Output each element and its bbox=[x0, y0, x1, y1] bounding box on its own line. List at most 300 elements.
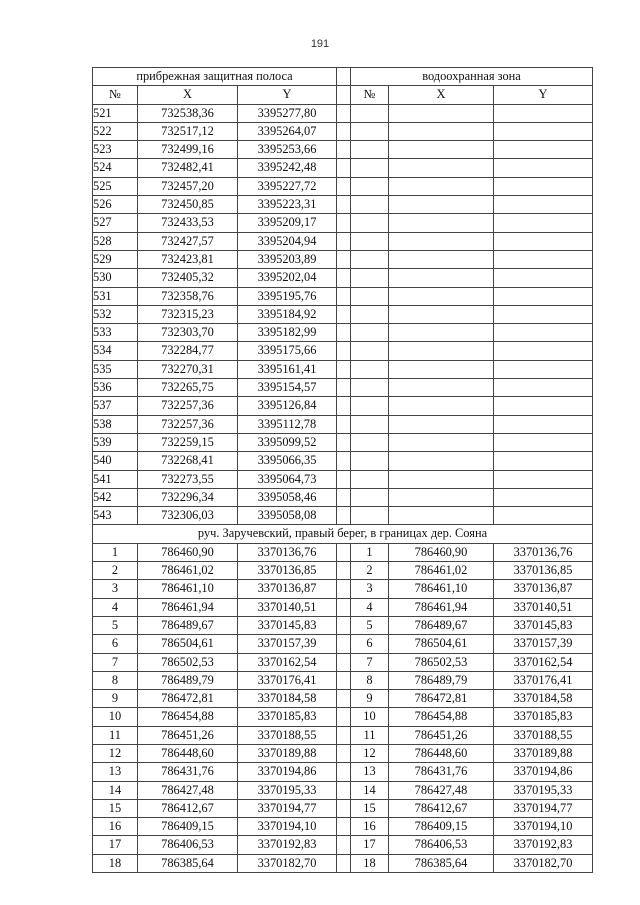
table-row bbox=[93, 726, 593, 744]
y-coordinate: 3395154,57 bbox=[238, 379, 337, 397]
column-gap bbox=[337, 196, 351, 214]
point-number: 3 bbox=[93, 580, 138, 598]
empty-cell bbox=[389, 104, 494, 122]
x-coordinate: 732306,03 bbox=[138, 507, 238, 525]
empty-cell bbox=[351, 214, 389, 232]
point-number: 15 bbox=[351, 799, 389, 817]
x-coordinate: 732257,36 bbox=[138, 415, 238, 433]
table-row bbox=[93, 799, 593, 817]
y-coordinate: 3395202,04 bbox=[238, 269, 337, 287]
y-coordinate: 3370162,54 bbox=[494, 653, 593, 671]
y-coordinate: 3370192,83 bbox=[494, 836, 593, 854]
point-number: 10 bbox=[93, 708, 138, 726]
column-gap bbox=[337, 415, 351, 433]
right-col-no: № bbox=[351, 86, 389, 104]
x-coordinate: 732499,16 bbox=[138, 141, 238, 159]
table-row bbox=[93, 196, 593, 214]
x-coordinate: 786504,61 bbox=[389, 635, 494, 653]
point-number: 16 bbox=[351, 818, 389, 836]
empty-cell bbox=[389, 415, 494, 433]
empty-cell bbox=[351, 141, 389, 159]
y-coordinate: 3370194,86 bbox=[494, 763, 593, 781]
x-coordinate: 732284,77 bbox=[138, 342, 238, 360]
x-coordinate: 786472,81 bbox=[138, 690, 238, 708]
point-number: 541 bbox=[93, 470, 138, 488]
column-gap bbox=[337, 470, 351, 488]
point-number: 5 bbox=[93, 616, 138, 634]
empty-cell bbox=[494, 342, 593, 360]
table-row bbox=[93, 232, 593, 250]
column-gap bbox=[337, 671, 351, 689]
point-number: 521 bbox=[93, 104, 138, 122]
y-coordinate: 3395058,46 bbox=[238, 488, 337, 506]
point-number: 539 bbox=[93, 433, 138, 451]
x-coordinate: 786489,67 bbox=[138, 616, 238, 634]
empty-cell bbox=[389, 196, 494, 214]
column-gap bbox=[337, 269, 351, 287]
point-number: 2 bbox=[351, 562, 389, 580]
x-coordinate: 786472,81 bbox=[389, 690, 494, 708]
x-coordinate: 786461,94 bbox=[389, 598, 494, 616]
column-gap bbox=[337, 452, 351, 470]
y-coordinate: 3370192,83 bbox=[238, 836, 337, 854]
empty-cell bbox=[389, 159, 494, 177]
x-coordinate: 732457,20 bbox=[138, 177, 238, 195]
empty-cell bbox=[494, 122, 593, 140]
y-coordinate: 3370184,58 bbox=[494, 690, 593, 708]
point-number: 12 bbox=[93, 744, 138, 762]
x-coordinate: 786385,64 bbox=[389, 854, 494, 872]
table-row bbox=[93, 379, 593, 397]
x-coordinate: 732259,15 bbox=[138, 433, 238, 451]
empty-cell bbox=[389, 507, 494, 525]
empty-cell bbox=[389, 433, 494, 451]
column-gap bbox=[337, 177, 351, 195]
x-coordinate: 732423,81 bbox=[138, 250, 238, 268]
column-gap bbox=[337, 104, 351, 122]
empty-cell bbox=[494, 196, 593, 214]
y-coordinate: 3395195,76 bbox=[238, 287, 337, 305]
empty-cell bbox=[351, 324, 389, 342]
point-number: 18 bbox=[351, 854, 389, 872]
section-title-row bbox=[93, 525, 593, 543]
table-row bbox=[93, 122, 593, 140]
x-coordinate: 786409,15 bbox=[138, 818, 238, 836]
x-coordinate: 786412,67 bbox=[389, 799, 494, 817]
column-gap bbox=[337, 598, 351, 616]
table-row bbox=[93, 635, 593, 653]
point-number: 538 bbox=[93, 415, 138, 433]
point-number: 8 bbox=[351, 671, 389, 689]
empty-cell bbox=[389, 232, 494, 250]
point-number: 13 bbox=[93, 763, 138, 781]
empty-cell bbox=[351, 196, 389, 214]
x-coordinate: 732273,55 bbox=[138, 470, 238, 488]
x-coordinate: 786406,53 bbox=[389, 836, 494, 854]
empty-cell bbox=[389, 214, 494, 232]
empty-cell bbox=[494, 214, 593, 232]
column-gap bbox=[337, 708, 351, 726]
column-gap bbox=[337, 580, 351, 598]
x-coordinate: 732270,31 bbox=[138, 360, 238, 378]
point-number: 3 bbox=[351, 580, 389, 598]
empty-cell bbox=[494, 287, 593, 305]
x-coordinate: 786461,02 bbox=[138, 562, 238, 580]
y-coordinate: 3370194,77 bbox=[494, 799, 593, 817]
x-coordinate: 732315,23 bbox=[138, 305, 238, 323]
point-number: 542 bbox=[93, 488, 138, 506]
y-coordinate: 3395175,66 bbox=[238, 342, 337, 360]
right-col-y: Y bbox=[494, 86, 593, 104]
point-number: 18 bbox=[93, 854, 138, 872]
y-coordinate: 3370194,10 bbox=[238, 818, 337, 836]
point-number: 5 bbox=[351, 616, 389, 634]
point-number: 16 bbox=[93, 818, 138, 836]
column-gap bbox=[337, 159, 351, 177]
column-gap bbox=[337, 122, 351, 140]
y-coordinate: 3395242,48 bbox=[238, 159, 337, 177]
column-gap bbox=[337, 507, 351, 525]
point-number: 536 bbox=[93, 379, 138, 397]
point-number: 525 bbox=[93, 177, 138, 195]
point-number: 2 bbox=[93, 562, 138, 580]
empty-cell bbox=[389, 360, 494, 378]
empty-cell bbox=[494, 269, 593, 287]
y-coordinate: 3370194,10 bbox=[494, 818, 593, 836]
column-gap bbox=[337, 744, 351, 762]
empty-cell bbox=[494, 415, 593, 433]
table-row bbox=[93, 177, 593, 195]
column-gap bbox=[337, 379, 351, 397]
y-coordinate: 3370185,83 bbox=[238, 708, 337, 726]
y-coordinate: 3370136,85 bbox=[494, 562, 593, 580]
point-number: 540 bbox=[93, 452, 138, 470]
empty-cell bbox=[494, 360, 593, 378]
point-number: 6 bbox=[351, 635, 389, 653]
table-row bbox=[93, 470, 593, 488]
empty-cell bbox=[351, 452, 389, 470]
x-coordinate: 732482,41 bbox=[138, 159, 238, 177]
right-col-x: X bbox=[389, 86, 494, 104]
y-coordinate: 3370195,33 bbox=[238, 781, 337, 799]
empty-cell bbox=[389, 250, 494, 268]
x-coordinate: 732358,76 bbox=[138, 287, 238, 305]
point-number: 8 bbox=[93, 671, 138, 689]
x-coordinate: 732427,57 bbox=[138, 232, 238, 250]
table-row bbox=[93, 854, 593, 872]
y-coordinate: 3370185,83 bbox=[494, 708, 593, 726]
column-gap bbox=[337, 397, 351, 415]
x-coordinate: 786489,67 bbox=[389, 616, 494, 634]
empty-cell bbox=[351, 397, 389, 415]
column-gap bbox=[337, 818, 351, 836]
point-number: 532 bbox=[93, 305, 138, 323]
y-coordinate: 3395253,66 bbox=[238, 141, 337, 159]
table-row bbox=[93, 818, 593, 836]
empty-cell bbox=[351, 488, 389, 506]
column-gap bbox=[337, 726, 351, 744]
empty-cell bbox=[494, 379, 593, 397]
point-number: 7 bbox=[351, 653, 389, 671]
empty-cell bbox=[351, 470, 389, 488]
point-number: 1 bbox=[93, 543, 138, 561]
table-row bbox=[93, 250, 593, 268]
table-row bbox=[93, 836, 593, 854]
y-coordinate: 3370189,88 bbox=[238, 744, 337, 762]
x-coordinate: 786431,76 bbox=[389, 763, 494, 781]
table-row bbox=[93, 580, 593, 598]
y-coordinate: 3395277,80 bbox=[238, 104, 337, 122]
column-gap bbox=[337, 562, 351, 580]
empty-cell bbox=[494, 141, 593, 159]
empty-cell bbox=[389, 488, 494, 506]
y-coordinate: 3370182,70 bbox=[494, 854, 593, 872]
point-number: 4 bbox=[93, 598, 138, 616]
empty-cell bbox=[494, 507, 593, 525]
y-coordinate: 3395203,89 bbox=[238, 250, 337, 268]
y-coordinate: 3395223,31 bbox=[238, 196, 337, 214]
y-coordinate: 3370145,83 bbox=[494, 616, 593, 634]
y-coordinate: 3395161,41 bbox=[238, 360, 337, 378]
table-row bbox=[93, 360, 593, 378]
point-number: 11 bbox=[93, 726, 138, 744]
y-coordinate: 3395227,72 bbox=[238, 177, 337, 195]
y-coordinate: 3370157,39 bbox=[494, 635, 593, 653]
column-gap bbox=[337, 690, 351, 708]
point-number: 15 bbox=[93, 799, 138, 817]
y-coordinate: 3370194,77 bbox=[238, 799, 337, 817]
table-row bbox=[93, 598, 593, 616]
y-coordinate: 3370194,86 bbox=[238, 763, 337, 781]
table-row bbox=[93, 433, 593, 451]
point-number: 543 bbox=[93, 507, 138, 525]
empty-cell bbox=[351, 104, 389, 122]
point-number: 6 bbox=[93, 635, 138, 653]
x-coordinate: 786409,15 bbox=[389, 818, 494, 836]
point-number: 9 bbox=[351, 690, 389, 708]
empty-cell bbox=[389, 452, 494, 470]
point-number: 17 bbox=[93, 836, 138, 854]
empty-cell bbox=[494, 104, 593, 122]
empty-cell bbox=[351, 269, 389, 287]
column-gap bbox=[337, 543, 351, 561]
empty-cell bbox=[494, 232, 593, 250]
table-row bbox=[93, 690, 593, 708]
point-number: 537 bbox=[93, 397, 138, 415]
y-coordinate: 3370140,51 bbox=[238, 598, 337, 616]
table-row bbox=[93, 616, 593, 634]
x-coordinate: 786460,90 bbox=[138, 543, 238, 561]
empty-cell bbox=[494, 159, 593, 177]
y-coordinate: 3395264,07 bbox=[238, 122, 337, 140]
empty-cell bbox=[351, 122, 389, 140]
y-coordinate: 3370184,58 bbox=[238, 690, 337, 708]
x-coordinate: 786385,64 bbox=[138, 854, 238, 872]
empty-cell bbox=[494, 470, 593, 488]
y-coordinate: 3370136,87 bbox=[494, 580, 593, 598]
table-row bbox=[93, 415, 593, 433]
y-coordinate: 3395099,52 bbox=[238, 433, 337, 451]
x-coordinate: 732268,41 bbox=[138, 452, 238, 470]
x-coordinate: 786454,88 bbox=[138, 708, 238, 726]
y-coordinate: 3370136,85 bbox=[238, 562, 337, 580]
table-row bbox=[93, 543, 593, 561]
empty-cell bbox=[389, 379, 494, 397]
column-gap bbox=[337, 305, 351, 323]
empty-cell bbox=[351, 159, 389, 177]
empty-cell bbox=[351, 360, 389, 378]
y-coordinate: 3370136,76 bbox=[238, 543, 337, 561]
y-coordinate: 3370182,70 bbox=[238, 854, 337, 872]
x-coordinate: 786448,60 bbox=[389, 744, 494, 762]
column-gap bbox=[337, 250, 351, 268]
x-coordinate: 732257,36 bbox=[138, 397, 238, 415]
empty-cell bbox=[389, 122, 494, 140]
table-row bbox=[93, 287, 593, 305]
point-number: 524 bbox=[93, 159, 138, 177]
y-coordinate: 3370140,51 bbox=[494, 598, 593, 616]
y-coordinate: 3395064,73 bbox=[238, 470, 337, 488]
point-number: 1 bbox=[351, 543, 389, 561]
header-columns-row bbox=[93, 86, 593, 104]
x-coordinate: 786461,94 bbox=[138, 598, 238, 616]
x-coordinate: 786502,53 bbox=[389, 653, 494, 671]
coordinates-table bbox=[92, 67, 593, 873]
empty-cell bbox=[351, 507, 389, 525]
x-coordinate: 786461,10 bbox=[138, 580, 238, 598]
y-coordinate: 3370195,33 bbox=[494, 781, 593, 799]
point-number: 533 bbox=[93, 324, 138, 342]
point-number: 4 bbox=[351, 598, 389, 616]
left-col-y: Y bbox=[238, 86, 337, 104]
empty-cell bbox=[351, 232, 389, 250]
empty-cell bbox=[351, 287, 389, 305]
x-coordinate: 786489,79 bbox=[138, 671, 238, 689]
column-gap bbox=[337, 214, 351, 232]
x-coordinate: 786406,53 bbox=[138, 836, 238, 854]
x-coordinate: 786454,88 bbox=[389, 708, 494, 726]
table-row bbox=[93, 141, 593, 159]
empty-cell bbox=[389, 342, 494, 360]
section-title: руч. Заручевский, правый берег, в границах дер. Сояна bbox=[93, 525, 593, 543]
header-title-row bbox=[93, 68, 593, 86]
y-coordinate: 3370188,55 bbox=[238, 726, 337, 744]
table-row bbox=[93, 488, 593, 506]
point-number: 527 bbox=[93, 214, 138, 232]
column-gap bbox=[337, 433, 351, 451]
empty-cell bbox=[351, 433, 389, 451]
page-number: 191 bbox=[310, 38, 330, 50]
x-coordinate: 786460,90 bbox=[389, 543, 494, 561]
table-row bbox=[93, 781, 593, 799]
column-gap bbox=[337, 141, 351, 159]
empty-cell bbox=[389, 177, 494, 195]
column-gap bbox=[337, 763, 351, 781]
y-coordinate: 3370176,41 bbox=[238, 671, 337, 689]
point-number: 530 bbox=[93, 269, 138, 287]
table-row bbox=[93, 671, 593, 689]
x-coordinate: 786461,02 bbox=[389, 562, 494, 580]
right-title: водоохранная зона bbox=[351, 68, 593, 86]
point-number: 13 bbox=[351, 763, 389, 781]
y-coordinate: 3395184,92 bbox=[238, 305, 337, 323]
empty-cell bbox=[494, 397, 593, 415]
table-row bbox=[93, 562, 593, 580]
table-row bbox=[93, 159, 593, 177]
empty-cell bbox=[389, 141, 494, 159]
y-coordinate: 3370189,88 bbox=[494, 744, 593, 762]
x-coordinate: 786427,48 bbox=[138, 781, 238, 799]
x-coordinate: 786451,26 bbox=[389, 726, 494, 744]
left-col-no: № bbox=[93, 86, 138, 104]
empty-cell bbox=[351, 305, 389, 323]
y-coordinate: 3395209,17 bbox=[238, 214, 337, 232]
column-gap bbox=[337, 616, 351, 634]
empty-cell bbox=[389, 269, 494, 287]
empty-cell bbox=[351, 415, 389, 433]
point-number: 535 bbox=[93, 360, 138, 378]
column-gap bbox=[337, 836, 351, 854]
point-number: 522 bbox=[93, 122, 138, 140]
table-row bbox=[93, 305, 593, 323]
x-coordinate: 786431,76 bbox=[138, 763, 238, 781]
x-coordinate: 732303,70 bbox=[138, 324, 238, 342]
table-row bbox=[93, 324, 593, 342]
y-coordinate: 3370136,87 bbox=[238, 580, 337, 598]
y-coordinate: 3370176,41 bbox=[494, 671, 593, 689]
empty-cell bbox=[351, 250, 389, 268]
x-coordinate: 732405,32 bbox=[138, 269, 238, 287]
point-number: 14 bbox=[93, 781, 138, 799]
point-number: 9 bbox=[93, 690, 138, 708]
x-coordinate: 732433,53 bbox=[138, 214, 238, 232]
y-coordinate: 3395182,99 bbox=[238, 324, 337, 342]
point-number: 528 bbox=[93, 232, 138, 250]
empty-cell bbox=[494, 177, 593, 195]
point-number: 523 bbox=[93, 141, 138, 159]
empty-cell bbox=[494, 305, 593, 323]
point-number: 10 bbox=[351, 708, 389, 726]
empty-cell bbox=[351, 379, 389, 397]
left-col-x: X bbox=[138, 86, 238, 104]
y-coordinate: 3370145,83 bbox=[238, 616, 337, 634]
y-coordinate: 3395112,78 bbox=[238, 415, 337, 433]
empty-cell bbox=[389, 324, 494, 342]
x-coordinate: 732538,36 bbox=[138, 104, 238, 122]
empty-cell bbox=[389, 305, 494, 323]
x-coordinate: 786427,48 bbox=[389, 781, 494, 799]
y-coordinate: 3395204,94 bbox=[238, 232, 337, 250]
empty-cell bbox=[389, 397, 494, 415]
table-row bbox=[93, 763, 593, 781]
x-coordinate: 786489,79 bbox=[389, 671, 494, 689]
x-coordinate: 732517,12 bbox=[138, 122, 238, 140]
y-coordinate: 3370136,76 bbox=[494, 543, 593, 561]
x-coordinate: 786451,26 bbox=[138, 726, 238, 744]
x-coordinate: 786448,60 bbox=[138, 744, 238, 762]
y-coordinate: 3395066,35 bbox=[238, 452, 337, 470]
point-number: 7 bbox=[93, 653, 138, 671]
column-gap bbox=[337, 635, 351, 653]
table-row bbox=[93, 214, 593, 232]
x-coordinate: 786412,67 bbox=[138, 799, 238, 817]
column-gap bbox=[337, 653, 351, 671]
table-row bbox=[93, 269, 593, 287]
point-number: 12 bbox=[351, 744, 389, 762]
table-row bbox=[93, 507, 593, 525]
table-row bbox=[93, 397, 593, 415]
y-coordinate: 3370188,55 bbox=[494, 726, 593, 744]
